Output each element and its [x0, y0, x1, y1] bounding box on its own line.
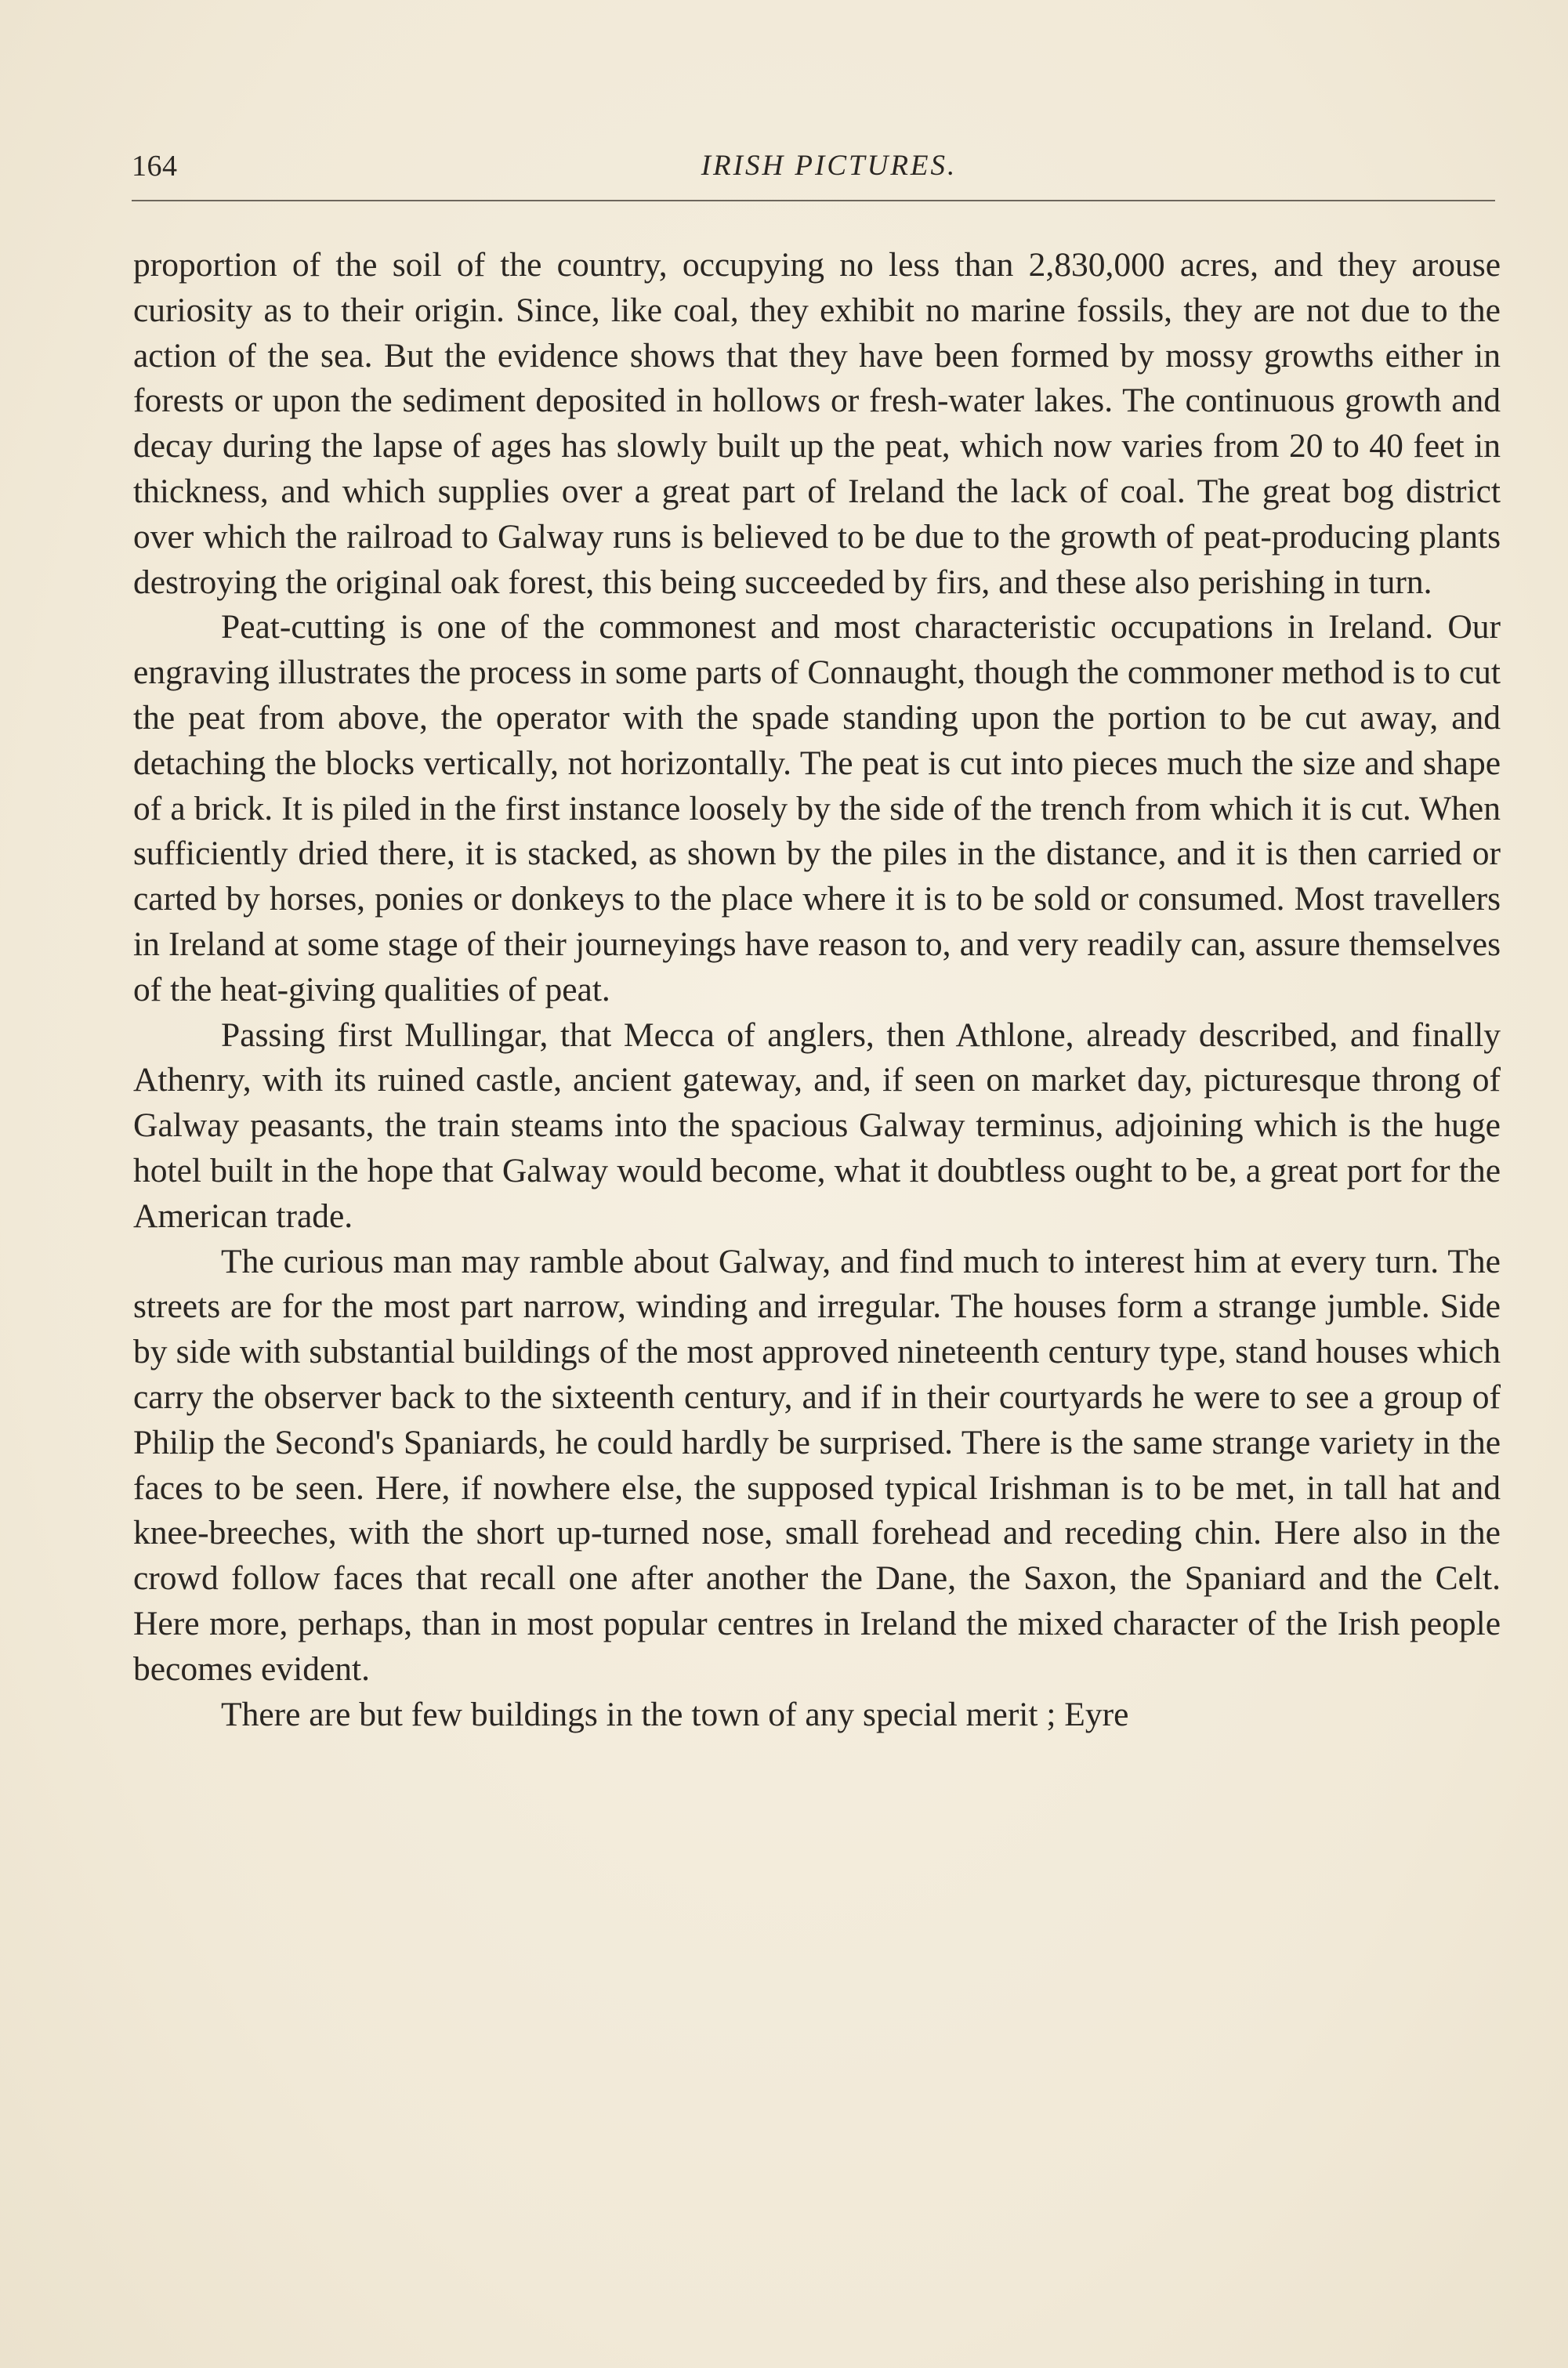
body-text — [133, 243, 1501, 1737]
paragraph-peat-cutting: Peat-cutting is one of the commonest and most characteristic occupations in Ireland. Our engraving illustrates the process in some parts of Connaught, though the commoner method is to cut the peat from above, the operator with the spade standing upon the portion to be cut away, and detaching the blocks vertically, not horizontally. The peat is cut into pieces much the size and shape of a brick. It is piled in the first instance loosely by the side of the trench from which it is cut. When sufficiently dried there, it is stacked, as shown by the piles in the distance, and it is then carried or carted by horses, ponies or donkeys to the place where it is to be sold or consumed. Most travellers in Ireland at some stage of their journeyings have reason to, and very readily can, assure themselves of the heat-giving qualities of peat. — [133, 608, 1501, 1008]
page-number: 164 — [132, 150, 178, 183]
paragraph-train-to-galway: Passing first Mullingar, that Mecca of anglers, then Athlone, already described, and finally Athenry, with its ruined castle, ancient gateway, and, if seen on market day, picturesque throng of Galway peasants, the train steams into the spacious Galway terminus, adjoining which is the huge hotel built in the hope that Galway would become, what it doubtless ought to be, a great port for the American trade. — [133, 1016, 1501, 1235]
paragraph-galway-streets: The curious man may ramble about Galway, and find much to interest him at every turn. The streets are for the most part narrow, winding and irregular. The houses form a strange jumble. Side by side with substantial buildings of the most approved nineteenth century type, stand houses which carry the observer back to the sixteenth century, and if in their courtyards he were to see a group of Philip the Second's Spaniards, he could hardly be surprised. There is the same strange variety in the faces to be seen. Here, if nowhere else, the supposed typical Irishman is to be met, in tall hat and knee-breeches, with the short up-turned nose, small forehead and receding chin. Here also in the crowd follow faces that recall one after another the Dane, the Saxon, the Spaniard and the Celt. Here more, perhaps, than in most popular centres in Ireland the mixed character of the Irish people becomes evident. — [133, 1242, 1501, 1688]
paragraph-galway-buildings: There are but few buildings in the town of any special merit ; Eyre — [221, 1695, 1129, 1733]
paragraph-continuation: proportion of the soil of the country, occupying no less than 2,830,000 acres, and they arouse curiosity as to their origin. Since, like coal, they exhibit no marine fossils, they are not due to the action of the sea. But the evidence shows that they have been formed by mossy growths either in forests or upon the sediment deposited in hollows or fresh-water lakes. The continuous growth and decay during the lapse of ages has slowly built up the peat, which now varies from 20 to 40 feet in thickness, and which supplies over a great part of Ireland the lack of coal. The great bog district over which the railroad to Galway runs is believed to be due to the growth of peat-producing plants destroying the original oak forest, this being succeeded by firs, and these also perishing in turn. — [133, 246, 1501, 601]
header-rule — [132, 200, 1495, 201]
running-title: IRISH PICTURES. — [701, 150, 958, 182]
running-head — [132, 149, 1495, 196]
